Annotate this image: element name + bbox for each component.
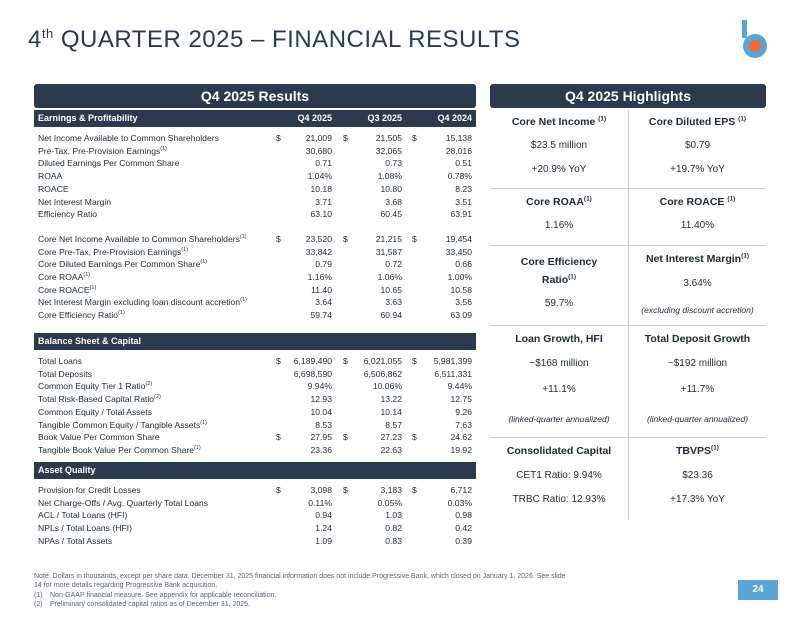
page-title: 4th QUARTER 2025 – FINANCIAL RESULTS: [28, 26, 521, 53]
table-row: [34, 246, 476, 258]
section-header: [34, 462, 476, 479]
cell-value: 28,016: [445, 145, 472, 156]
core-roaa-title: Core ROAA$^{(1)}$: [526, 195, 592, 208]
cell-value: 0.03%: [447, 497, 472, 508]
cell-value: 63.10: [310, 209, 332, 220]
cell-value: 10.65: [380, 284, 402, 295]
core-eps-yoy: +19.7% YoY: [670, 164, 725, 175]
footnote-main: Note: Dollars in thousands, except per share data. December 31, 2025 financial information does not include Progressive Bank, which closed on January 1, 2026. See slide 14 for more details regarding Progressive Bank acquisition.: [34, 573, 566, 589]
table-row: [34, 309, 476, 321]
table-row: [34, 419, 476, 431]
highlights-divider: [490, 437, 766, 438]
table-row: [34, 258, 476, 270]
cell-value: 60.45: [380, 209, 402, 220]
section-header: [34, 110, 476, 127]
cell-value: 1.00%: [447, 272, 472, 282]
table-row: [34, 535, 476, 547]
results-banner: Q4 2025 Results: [34, 84, 476, 108]
table-row: [34, 271, 476, 283]
core-efficiency-title: Core Efficiency Ratio$^{(1)}$: [520, 256, 598, 286]
table-row: [34, 196, 476, 208]
cell-value: 63.09: [450, 310, 472, 321]
dollar-sign: $: [276, 432, 281, 443]
tbvps-title: TBVPS$^{(1)}$: [676, 444, 719, 457]
core-eps-value: $0.79: [684, 140, 711, 151]
cell-value: 21,009: [305, 133, 332, 143]
cell-value: 6,511,331: [434, 368, 472, 379]
loan-growth-title: Loan Growth, HFI: [515, 333, 603, 345]
row-label: Book Value Per Common Share: [38, 432, 160, 443]
row-label: ROAA: [38, 171, 63, 182]
cell-value: 6,189,490: [293, 356, 332, 366]
cell-value: 6,021,055: [363, 356, 402, 366]
row-label: Core Efficiency Ratio$^{(1)}$: [38, 310, 125, 321]
cell-value: 1.16%: [307, 272, 332, 282]
cell-value: 0.79: [315, 259, 332, 270]
row-label: Net Interest Margin: [38, 196, 112, 207]
table-row: [34, 183, 476, 195]
cell-value: 0.51: [455, 158, 472, 169]
core-eps-title: Core Diluted EPS $^{(1)}$: [648, 115, 747, 128]
cell-value: 1.24: [315, 523, 332, 534]
cell-value: 3.68: [385, 196, 402, 207]
row-label: Common Equity / Total Assets: [38, 406, 152, 417]
cell-value: 0.05%: [377, 497, 402, 508]
core-roace-title: Core ROACE $^{(1)}$: [659, 195, 736, 208]
dollar-sign: $: [276, 133, 281, 143]
cell-value: 31,587: [375, 246, 402, 257]
row-label: Total Loans: [38, 356, 82, 366]
table-row: [34, 157, 476, 169]
highlights-divider: [490, 325, 766, 326]
row-label: NPLs / Total Loans (HFI): [38, 523, 132, 534]
cell-value: 12.75: [450, 394, 472, 405]
cell-value: 22.63: [380, 444, 402, 455]
cell-value: 0.83: [385, 535, 402, 546]
cell-value: 10.14: [380, 406, 402, 417]
cell-value: 1.03: [385, 510, 402, 521]
footnote-2: (2) Preliminary consolidated capital ratios as of December 31, 2025.: [34, 601, 250, 608]
cell-value: 21,215: [375, 233, 402, 244]
row-label: Core Pre-Tax, Pre-Provision Earnings$^{(1)}$: [38, 246, 189, 257]
cell-value: 24.62: [450, 432, 472, 443]
cell-value: 3,098: [310, 485, 332, 495]
cell-value: 6,698,590: [293, 368, 332, 379]
row-label: Total Risk-Based Capital Ratio$^{(2)}$: [38, 394, 161, 405]
cell-value: 27.95: [310, 432, 332, 443]
deposit-growth-pct: +11.7%: [680, 384, 715, 395]
cell-value: 30,680: [305, 145, 332, 156]
cell-value: 9.44%: [447, 381, 472, 392]
cell-value: 3.71: [315, 196, 332, 207]
capital-title: Consolidated Capital: [506, 445, 612, 457]
dollar-sign: $: [343, 432, 348, 443]
cell-value: 10.80: [380, 183, 402, 194]
core-efficiency-value: 59.7%: [544, 298, 574, 309]
cell-value: 0.11%: [308, 497, 332, 508]
loan-growth-note: (linked-quarter annualized): [508, 414, 610, 424]
cell-value: 23,520: [305, 233, 332, 244]
cell-value: 0.39: [455, 535, 472, 546]
cell-value: 19.92: [450, 444, 472, 455]
row-label: ROACE: [38, 183, 69, 194]
nim-value: 3.64%: [683, 278, 712, 289]
cell-value: 3.51: [455, 196, 472, 207]
section-title: Asset Quality: [38, 465, 96, 475]
cell-value: 21,505: [375, 133, 402, 143]
table-row: [34, 393, 476, 405]
cell-value: 27.23: [380, 432, 402, 443]
row-label: Common Equity Tier 1 Ratio$^{(2)}$: [38, 381, 153, 392]
core-net-income-title: Core Net Income $^{(1)}$: [511, 115, 607, 128]
cell-value: 8.53: [315, 419, 332, 430]
cell-value: 0.82: [385, 523, 402, 534]
table-row: [34, 284, 476, 296]
table-row: [34, 208, 476, 220]
table-row: [34, 484, 476, 496]
row-label: Net Interest Margin excluding loan discount accretion$^{(1)}$: [38, 297, 247, 308]
deposit-growth-note: (linked-quarter annualized): [646, 414, 749, 424]
dollar-sign: $: [343, 133, 348, 143]
table-row: [34, 368, 476, 380]
cell-value: 33,450: [445, 246, 472, 257]
tbvps-value: $23.36: [682, 470, 713, 481]
dollar-sign: $: [276, 485, 281, 495]
footnote-1: (1) Non-GAAP financial measure. See appendix for applicable reconciliation.: [34, 592, 277, 599]
cet1-ratio: CET1 Ratio: 9.94%: [516, 470, 602, 481]
row-label: Efficiency Ratio: [38, 209, 98, 220]
row-label: Diluted Earnings Per Common Share: [38, 158, 180, 169]
cell-value: 9.26: [455, 406, 472, 417]
table-row: [34, 522, 476, 534]
cell-value: 10.58: [450, 284, 472, 295]
dollar-sign: $: [412, 432, 417, 443]
table-row: [34, 170, 476, 182]
row-label: Net Charge-Offs / Avg. Quarterly Total Loans: [38, 497, 209, 508]
section-header: [34, 333, 476, 350]
cell-value: 63.91: [450, 209, 472, 220]
tbvps-yoy: +17.3% YoY: [670, 494, 725, 505]
cell-value: 6,712: [450, 485, 472, 495]
row-label: ACL / Total Loans (HFI): [38, 510, 128, 521]
cell-value: 3,183: [380, 485, 402, 495]
row-label: Core Net Income Available to Common Shareholders$^{(1)}$: [38, 233, 247, 244]
cell-value: 0.42: [455, 523, 472, 534]
cell-value: 11.40: [311, 284, 332, 295]
core-net-income-value: $23.5 million: [530, 140, 588, 151]
table-row: [34, 233, 476, 245]
column-header: Q4 2025: [297, 113, 332, 123]
row-label: Tangible Book Value Per Common Share$^{(1)}$: [38, 444, 201, 455]
cell-value: 1.04%: [307, 171, 332, 182]
column-header: Q3 2025: [367, 113, 402, 123]
dollar-sign: $: [412, 485, 417, 495]
table-row: [34, 431, 476, 443]
table-row: [34, 296, 476, 308]
cell-value: 32,065: [375, 145, 402, 156]
dollar-sign: $: [276, 356, 281, 366]
cell-value: 1.06%: [377, 272, 402, 282]
loan-growth-pct: +11.1%: [542, 384, 576, 395]
core-roace-value: 11.40%: [680, 220, 715, 231]
core-net-income-yoy: +20.9% YoY: [531, 164, 587, 175]
cell-value: 5,981,399: [433, 356, 472, 366]
table-row: [34, 406, 476, 418]
cell-value: 59.74: [310, 310, 332, 321]
section-title: Earnings & Profitability: [38, 113, 138, 123]
cell-value: 10.04: [310, 406, 332, 417]
cell-value: 7.63: [455, 419, 472, 430]
cell-value: 6,506,862: [363, 368, 402, 379]
dollar-sign: $: [343, 233, 348, 244]
cell-value: 1.08%: [377, 171, 402, 182]
cell-value: 0.98: [455, 510, 472, 521]
row-label: Net Income Available to Common Shareholders: [38, 133, 219, 143]
deposit-growth-title: Total Deposit Growth: [644, 333, 751, 345]
cell-value: 3.64: [315, 297, 332, 308]
cell-value: 8.57: [385, 419, 402, 430]
page-number: 24: [738, 580, 778, 600]
table-row: [34, 444, 476, 456]
highlights-divider: [490, 245, 766, 246]
row-label: Core Diluted Earnings Per Common Share$^{(1)}$: [38, 259, 208, 270]
row-label: NPAs / Total Assets: [38, 535, 113, 546]
cell-value: 9.94%: [307, 381, 332, 392]
cell-value: 23.36: [310, 444, 332, 455]
table-row: [34, 380, 476, 392]
row-label: Tangible Common Equity / Tangible Assets$^{(1)}$: [38, 419, 207, 430]
nim-title: Net Interest Margin$^{(1)}$: [645, 252, 750, 265]
dollar-sign: $: [412, 356, 417, 366]
table-row: [34, 145, 476, 157]
table-row: [34, 355, 476, 367]
deposit-growth-value: ~$192 million: [667, 358, 728, 369]
company-logo: [738, 20, 770, 60]
cell-value: 15,138: [445, 133, 472, 143]
dollar-sign: $: [412, 233, 417, 244]
loan-growth-value: ~$168 million: [529, 358, 589, 369]
cell-value: 0.71: [315, 158, 332, 169]
dollar-sign: $: [276, 233, 281, 244]
row-label: Pre-Tax, Pre-Provision Earnings$^{(1)}$: [38, 145, 168, 156]
cell-value: 0.94: [315, 510, 332, 521]
row-label: Core ROAA$^{(1)}$: [38, 272, 91, 282]
core-roaa-value: 1.16%: [544, 220, 574, 231]
cell-value: 19,454: [445, 233, 472, 244]
cell-value: 3.63: [385, 297, 402, 308]
cell-value: 0.73: [385, 158, 402, 169]
row-label: Total Deposits: [38, 368, 92, 379]
highlights-banner: Q4 2025 Highlights: [490, 84, 766, 108]
highlights-divider: [490, 188, 766, 189]
cell-value: 1.09: [315, 535, 332, 546]
dollar-sign: $: [343, 485, 348, 495]
section-title: Balance Sheet & Capital: [38, 336, 142, 346]
cell-value: 13.22: [380, 394, 402, 405]
trbc-ratio: TRBC Ratio: 12.93%: [512, 494, 606, 505]
table-row: [34, 132, 476, 144]
dollar-sign: $: [412, 133, 417, 143]
cell-value: 60.94: [380, 310, 402, 321]
table-row: [34, 497, 476, 509]
table-row: [34, 509, 476, 521]
cell-value: 12.93: [310, 394, 332, 405]
dollar-sign: $: [343, 356, 348, 366]
cell-value: 8.23: [455, 183, 472, 194]
cell-value: 10.06%: [372, 381, 402, 392]
cell-value: 0.78%: [447, 171, 472, 182]
cell-value: 0.72: [385, 259, 402, 270]
cell-value: 0.66: [455, 259, 472, 270]
cell-value: 10.18: [310, 183, 332, 194]
column-header: Q4 2024: [437, 113, 472, 123]
row-label: Provision for Credit Losses: [38, 485, 141, 495]
cell-value: 33,842: [305, 246, 332, 257]
nim-note: (excluding discount accretion): [641, 305, 754, 315]
row-label: Core ROACE$^{(1)}$: [38, 284, 97, 295]
cell-value: 3.56: [455, 297, 472, 308]
